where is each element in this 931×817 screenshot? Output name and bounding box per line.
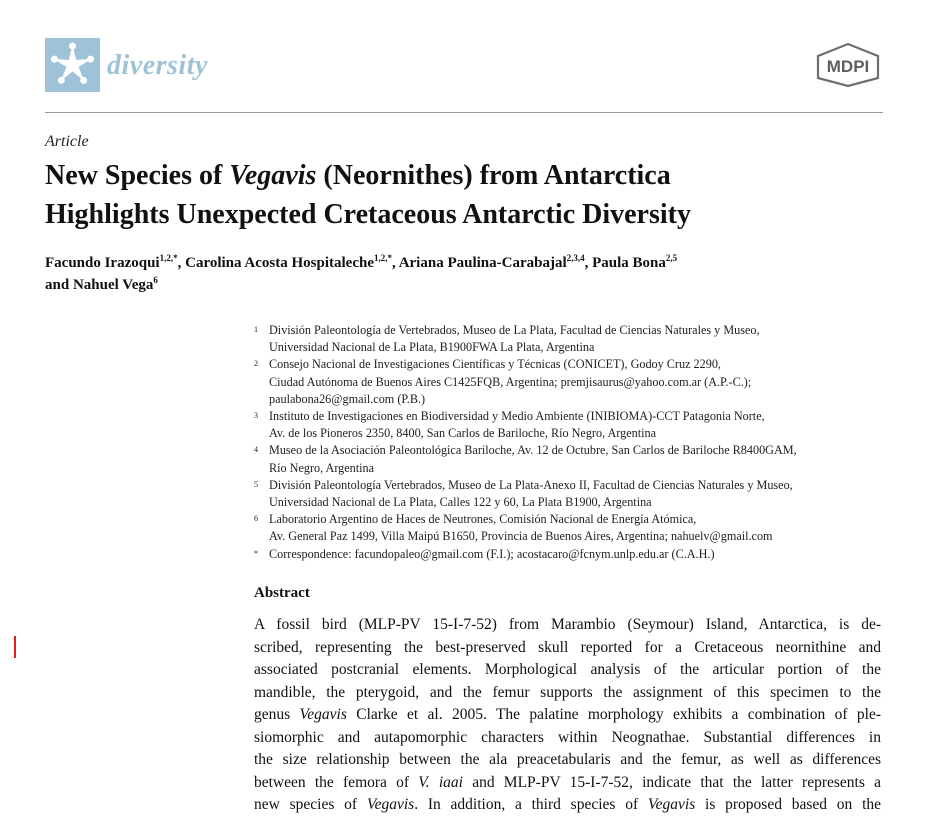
abstract-text: and MLP-PV 15-I-7-52, indicate that the latter represents a	[462, 773, 881, 791]
title-text: (Neornithes) from Antarctica	[316, 160, 671, 191]
text-cursor	[14, 636, 16, 658]
abstract-text: A fossil bird (MLP-PV 15-I-7-52) from Marambio (Seymour) Island, Antarctica, is de-	[254, 616, 881, 633]
affiliation-line: Av. de los Pioneros 2350, 8400, San Carlos de Bariloche, Río Negro, Argentina	[269, 426, 657, 441]
author-line	[45, 274, 885, 296]
author-affiliation-marker: 2,3,4	[566, 253, 585, 263]
species-name: Vegavis	[299, 706, 347, 723]
affiliation-line: Ciudad Autónoma de Buenos Aires C1425FQB, Argentina; premjisaurus@yahoo.com.ar (A.P.-C.);	[269, 374, 752, 389]
affiliation-number: 4	[254, 445, 258, 455]
title-text: New Species of	[45, 160, 230, 191]
author-separator: and	[45, 277, 73, 293]
diversity-logo-icon	[45, 38, 100, 92]
mdpi-logo-icon	[814, 42, 882, 88]
affiliation-line: Consejo Nacional de Investigaciones Científicas y Técnicas (CONICET), Godoy Cruz 2290,	[269, 357, 721, 372]
author-name: Facundo Irazoqui	[45, 255, 160, 271]
author-affiliation-marker: 6	[153, 275, 158, 285]
affiliation-line: Instituto de Investigaciones en Biodiversidad y Medio Ambiente (INIBIOMA)-CCT Patagonia Norte,	[269, 409, 765, 424]
abstract-heading: Abstract	[254, 585, 310, 601]
abstract-text: siomorphic and autapomorphic characters within Neognathae. Substantial differences in	[254, 728, 881, 746]
affiliation-number: 2	[254, 359, 258, 369]
abstract-text: associated postcranial elements. Morphological analysis of the articular portion of the	[254, 661, 881, 678]
title-line	[45, 195, 885, 234]
author-name: Carolina Acosta Hospitaleche	[185, 255, 374, 271]
affiliation-item	[254, 511, 894, 545]
affiliation-item	[254, 408, 894, 442]
species-name: Vegavis	[366, 796, 415, 813]
journal-name: diversity	[107, 50, 208, 81]
affiliation-line: Río Negro, Argentina	[269, 460, 375, 475]
affiliation-line: Av. General Paz 1499, Villa Maipú B1650, Provincia de Buenos Aires, Argentina; nahuelv@gmail.com	[269, 529, 773, 544]
abstract-line	[254, 704, 881, 727]
title-line	[45, 156, 885, 195]
author-list	[45, 252, 885, 296]
abstract-text: mandible, the pterygoid, and the femur supports the assignment of this specimen to the	[254, 683, 881, 701]
abstract-text: scribed, representing the best-preserved skull reported for a Cretaceous neornithine and	[254, 638, 881, 656]
author-separator: ,	[392, 255, 399, 271]
abstract-line	[254, 682, 881, 705]
author-separator: ,	[177, 255, 186, 271]
abstract-body	[254, 614, 881, 817]
abstract-text: new species of	[254, 796, 367, 813]
author-name: Ariana Paulina-Carabajal	[398, 255, 567, 271]
affiliation-line: División Paleontología Vertebrados, Museo de La Plata-Anexo II, Facultad de Ciencias Naturales y Museo,	[269, 477, 793, 492]
affiliation-number: 3	[254, 411, 258, 421]
species-name: Vegavis	[647, 796, 696, 813]
abstract-line	[254, 749, 881, 772]
author-affiliation-marker: 1,2,*	[374, 253, 392, 263]
affiliation-item	[254, 546, 894, 563]
affiliation-number: 6	[254, 514, 258, 524]
affiliation-line: Universidad Nacional de La Plata, B1900FWA La Plata, Argentina	[269, 340, 595, 355]
affiliation-number: 1	[254, 325, 258, 334]
abstract-line	[254, 637, 881, 660]
journal-header	[45, 38, 883, 98]
affiliation-line: paulabona26@gmail.com (P.B.)	[269, 391, 426, 406]
affiliation-line: Laboratorio Argentino de Haces de Neutrones, Comisión Nacional de Energía Atómica,	[269, 512, 697, 527]
affiliation-item	[254, 356, 894, 408]
affiliation-line: Museo de la Asociación Paleontológica Bariloche, Av. 12 de Octubre, San Carlos de Bariloche R8400GAM,	[269, 443, 797, 458]
author-affiliation-marker: 1,2,*	[159, 253, 178, 263]
affiliation-number: *	[254, 548, 258, 558]
abstract-line	[254, 659, 881, 682]
header-rule	[45, 112, 883, 113]
genus-name: Vegavis	[229, 160, 317, 191]
abstract-text: between the femora of	[254, 773, 419, 791]
author-affiliation-marker: 2,5	[665, 253, 678, 263]
affiliation-line: División Paleontología de Vertebrados, Museo de La Plata, Facultad de Ciencias Naturales y Museo,	[269, 323, 760, 337]
affiliation-item	[254, 477, 894, 511]
abstract-line	[254, 614, 881, 637]
svg-text:MDPI: MDPI	[826, 57, 870, 76]
article-title	[45, 156, 885, 234]
abstract-text: genus	[254, 706, 300, 723]
author-separator: ,	[584, 255, 593, 271]
abstract-text: is proposed based on the	[695, 796, 882, 813]
affiliation-line: Universidad Nacional de La Plata, Calles 122 y 60, La Plata B1900, Argentina	[269, 495, 652, 510]
species-name: V. iaai	[418, 773, 463, 791]
affiliation-item	[254, 442, 894, 476]
author-name: Nahuel Vega	[72, 277, 154, 293]
title-text: Highlights Unexpected Cretaceous Antarctic Diversity	[45, 199, 691, 230]
abstract-text: Clarke et al. 2005. The palatine morphology exhibits a combination of ple-	[346, 706, 881, 723]
affiliation-item	[254, 322, 894, 356]
affiliation-line: Correspondence: facundopaleo@gmail.com (F.I.); acostacaro@fcnym.unlp.edu.ar (C.A.H.)	[269, 546, 715, 561]
affiliation-list	[254, 322, 894, 563]
author-name: Paula Bona	[592, 255, 666, 271]
abstract-line	[254, 727, 881, 750]
affiliation-number: 5	[254, 479, 258, 489]
article-type: Article	[45, 133, 89, 150]
abstract-text: the size relationship between the ala preacetabularis and the femur, as well as differences	[254, 751, 881, 768]
abstract-text: . In addition, a third species of	[414, 796, 648, 813]
abstract-line	[254, 772, 881, 795]
author-line	[45, 252, 885, 274]
abstract-line	[254, 794, 881, 817]
